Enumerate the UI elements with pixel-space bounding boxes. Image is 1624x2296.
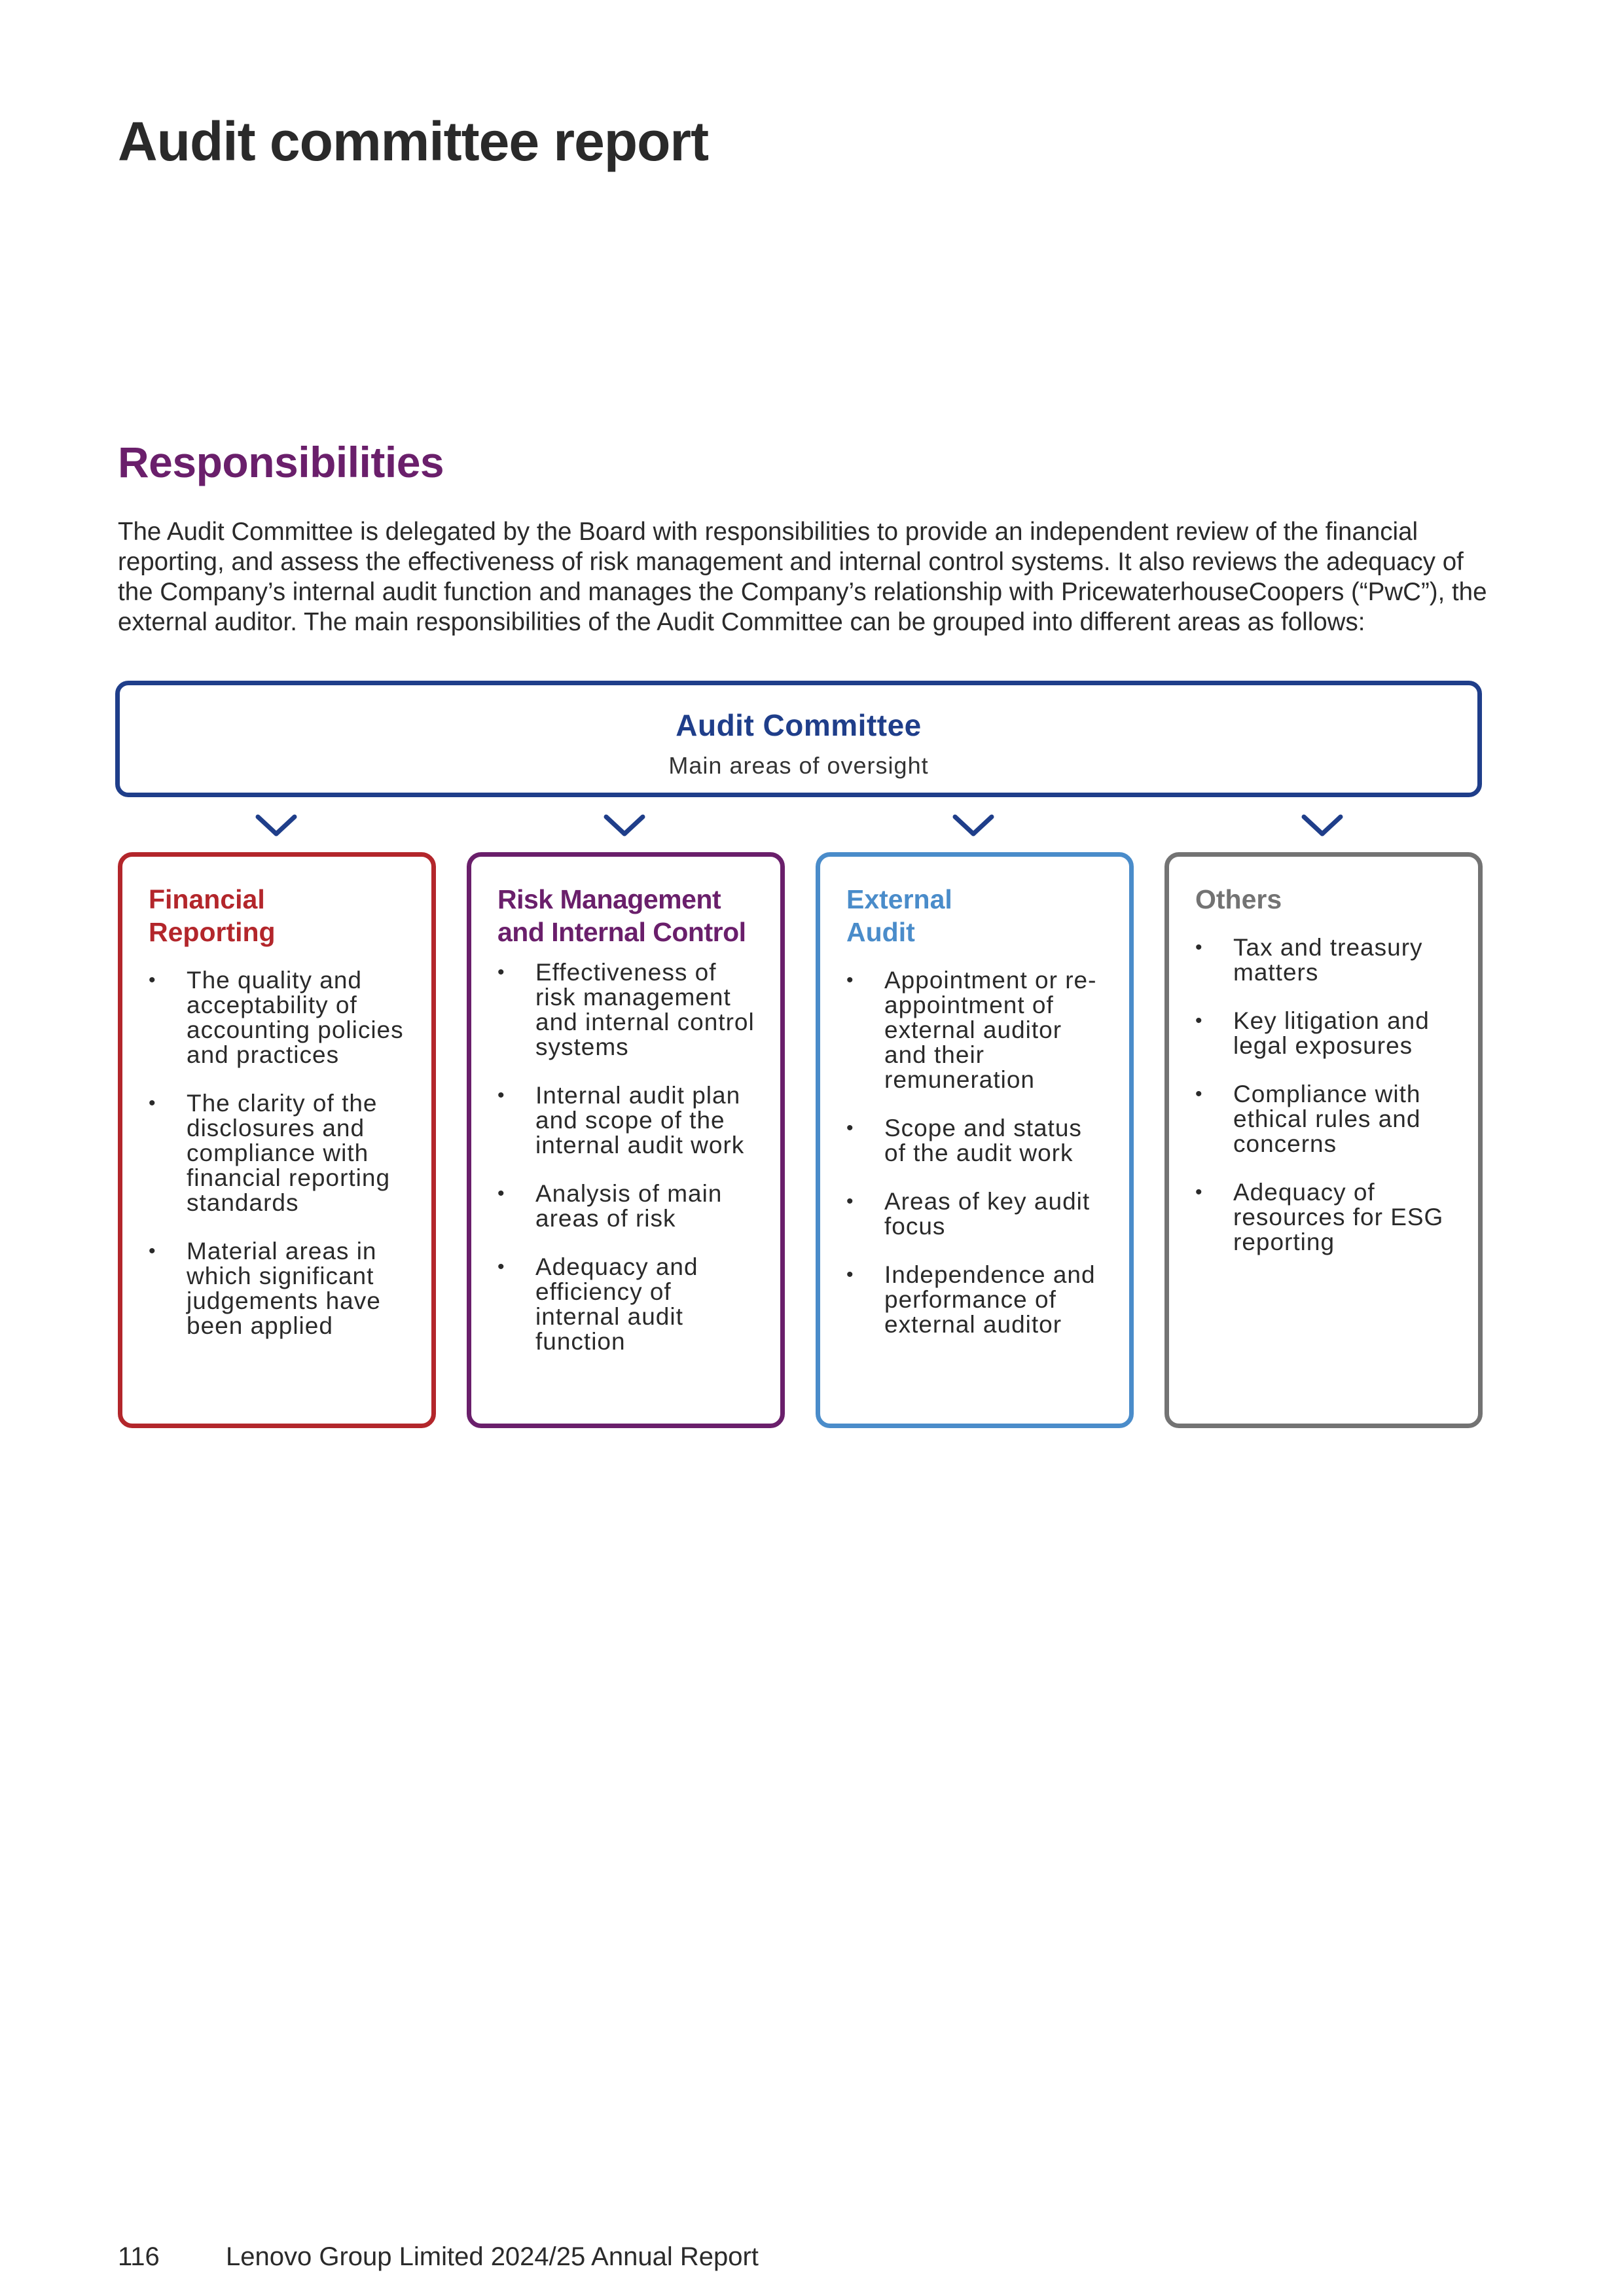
footer-text: Lenovo Group Limited 2024/25 Annual Report	[226, 2242, 759, 2271]
list-item: • Material areas in which significant judgements have been applied	[149, 1238, 381, 1339]
list-item: • Tax and treasury matters	[1195, 934, 1423, 986]
audit-committee-box	[115, 681, 1482, 797]
list-item: • Analysis of main areas of risk	[497, 1180, 723, 1232]
area-list	[497, 960, 761, 1354]
area-box-others	[1164, 852, 1483, 1428]
chevron-down-icon	[604, 814, 645, 838]
area-box-financial-reporting	[118, 852, 436, 1428]
chevron-down-icon	[1301, 814, 1343, 838]
list-item: • Internal audit plan and scope of the internal audit work	[497, 1082, 745, 1158]
area-list	[149, 968, 412, 1338]
area-title: Financial Reporting	[149, 884, 276, 947]
page-title: Audit committee report	[118, 111, 709, 172]
area-box-external-audit	[816, 852, 1134, 1428]
area-list	[1195, 935, 1458, 1255]
intro-paragraph: The Audit Committee is delegated by the Board with responsibilities to provide an independent review of the financial reporting, and assess the effectiveness of risk management and internal control systems. It also reviews the adequacy of the Company’s internal audit function and manages the Company’s relationship with PricewaterhouseCoopers (“PwC”), the external auditor. The main responsibilities of the Audit Committee can be grouped into different areas as follows:	[118, 518, 1487, 636]
list-item: • The quality and acceptability of accounting policies and practices	[149, 967, 404, 1068]
committee-subtitle: Main areas of oversight	[668, 752, 929, 779]
list-item: • Adequacy of resources for ESG reporting	[1195, 1179, 1444, 1255]
chevron-down-icon	[952, 814, 994, 838]
list-item: • Adequacy and efficiency of internal audit function	[497, 1253, 698, 1355]
area-title: External Audit	[846, 884, 952, 947]
section-title: Responsibilities	[118, 438, 444, 486]
list-item: • Key litigation and legal exposures	[1195, 1007, 1430, 1059]
committee-title: Audit Committee	[676, 708, 922, 742]
list-item: • Areas of key audit focus	[846, 1188, 1091, 1240]
list-item: • Appointment or re-appointment of external auditor and their remuneration	[846, 967, 1097, 1093]
area-list	[846, 968, 1110, 1337]
list-item: • Effectiveness of risk management and internal control systems	[497, 959, 755, 1060]
area-title: Others	[1195, 884, 1282, 914]
list-item: • Compliance with ethical rules and concerns	[1195, 1081, 1421, 1157]
area-title: Risk Management and Internal Control	[497, 884, 746, 947]
page-footer	[118, 2242, 759, 2272]
chevron-down-icon	[255, 814, 297, 838]
list-item: • Independence and performance of external auditor	[846, 1261, 1096, 1338]
area-box-risk-management	[467, 852, 785, 1428]
list-item: • The clarity of the disclosures and compliance with financial reporting standards	[149, 1090, 391, 1216]
page-number: 116	[118, 2242, 160, 2271]
list-item: • Scope and status of the audit work	[846, 1115, 1082, 1166]
